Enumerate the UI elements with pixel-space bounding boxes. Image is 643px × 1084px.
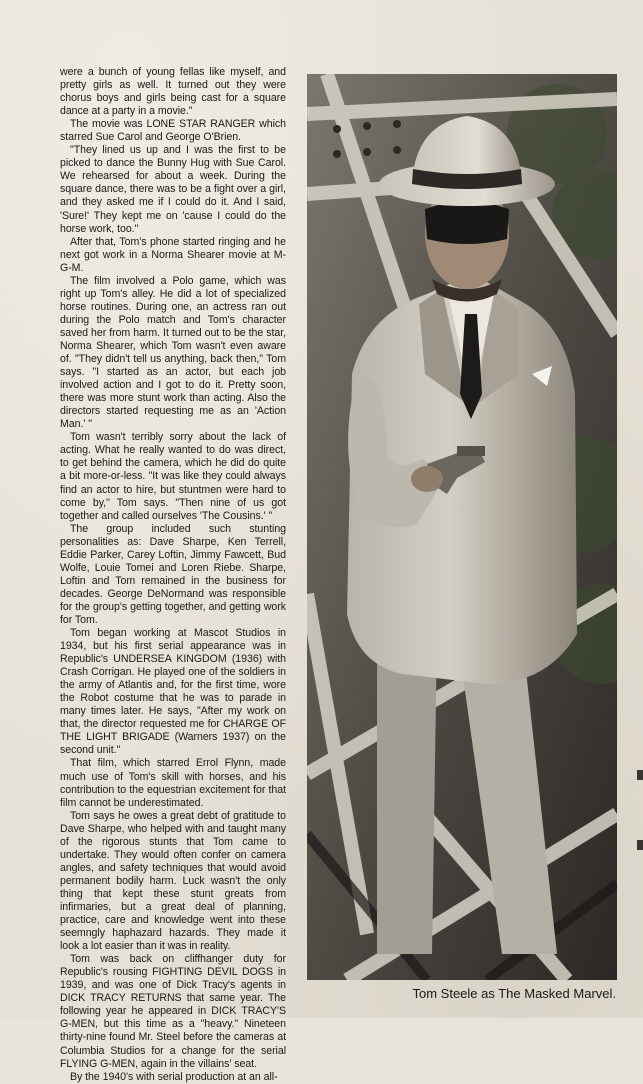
article-paragraph: Tom says he owes a great debt of gratitude to Dave Sharpe, who helped with and taught many of the rigorous stunts that Tom came to undertake. They would often confer on camera angles, and safety techniques that would avoid permanent bodily harm. Luck wasn't the only thing that kept these stunt greats from infirmaries, but a great deal of planning, practice, care and knowledge went into these seemngly haphazard hazards. They made it look a lot easier than it was in reality.	[60, 809, 286, 953]
article-paragraph: The film involved a Polo game, which was right up Tom's alley. He did a lot of specialized horse routines. During one, an actress ran out during the Polo match and Tom's character saved her from harm. It turned out to be the star, Norma Shearer, which Tom wasn't even aware of. "They didn't tell us anything, back then," Tom says. "I started as an actor, but each job involved action and I got to do it. Pretty soon, there was more stunt work than acting. Also the directors started requesting me as an 'Action Man.' "	[60, 274, 286, 431]
article-paragraph: Tom began working at Mascot Studios in 1934, but his first serial appearance was in Republic's UNDERSEA KINGDOM (1936) with Crash Corrigan. He played one of the soldiers in the army of Atlantis and, for the first time, wore the Robot costume that he was to parade in many times later. He says, "After my work on that, the director requested me for CHARGE OF THE LIGHT BRIGADE (Warners 1937) on the second unit."	[60, 627, 286, 757]
photo-caption: Tom Steele as The Masked Marvel.	[412, 986, 616, 1001]
article-paragraph: By the 1940's with serial production at an all-	[70, 1070, 278, 1083]
article-paragraph: The group included such stunting personalities as: Dave Sharpe, Ken Terrell, Eddie Parker, Carey Loftin, Jimmy Fawcett, Bud Wolfe, Louie Tomei and Loren Riebe. Sharpe, Loftin and Tom remained in the business for decades. George DeNormand was responsible for the group's getting together, and getting work for Tom.	[60, 522, 286, 626]
masked-marvel-photo	[307, 74, 617, 980]
article-paragraph: After that, Tom's phone started ringing and he next got work in a Norma Shearer movie at M-G-M.	[60, 235, 286, 274]
article-paragraph: The movie was LONE STAR RANGER which starred Sue Carol and George O'Brien.	[60, 118, 286, 144]
page-edge-marks	[637, 0, 643, 1018]
article-paragraph: "They lined us up and I was the first to be picked to dance the Bunny Hug with Sue Carol. We rehearsed for about a week. During the square dance, there was to be a fight over a girl, and they asked me if I could do it. And I said, 'Sure!' They kept me on 'cause I could do the horse work, too."	[60, 144, 286, 235]
article-paragraph: That film, which starred Errol Flynn, made much use of Tom's skill with horses, and his contribution to the equestrian excitement for that film cannot be underestimated.	[60, 757, 286, 809]
article-paragraph: Tom was back on cliffhanger duty for Republic's rousing FIGHTING DEVIL DOGS in 1939, and was one of Dick Tracy's agents in DICK TRACY RETURNS that same year. The following year he appeared in DICK TRACY'S G-MEN, but this time as a "heavy." Nineteen thirty-nine found Mr. Steel before the cameras at Columbia Studios for a change for the serial FLYING G-MEN, again in the villains' seat.	[60, 953, 286, 1070]
article-column	[60, 66, 286, 1083]
photo-illustration	[307, 74, 617, 980]
article-paragraph: Tom wasn't terribly sorry about the lack of acting. What he really wanted to do was direct, to get behind the camera, which he did do quite a bit more-or-less. "It was like they could always find an actor to hire, but stuntmen were hard to come by," Tom says. "Then nine of us got together and called ourselves 'The Cousins.' "	[60, 431, 286, 522]
article-paragraph: were a bunch of young fellas like myself, and pretty girls as well. It turned out they were chorus boys and girls being cast for a square dance at a party in a movie."	[60, 66, 286, 118]
